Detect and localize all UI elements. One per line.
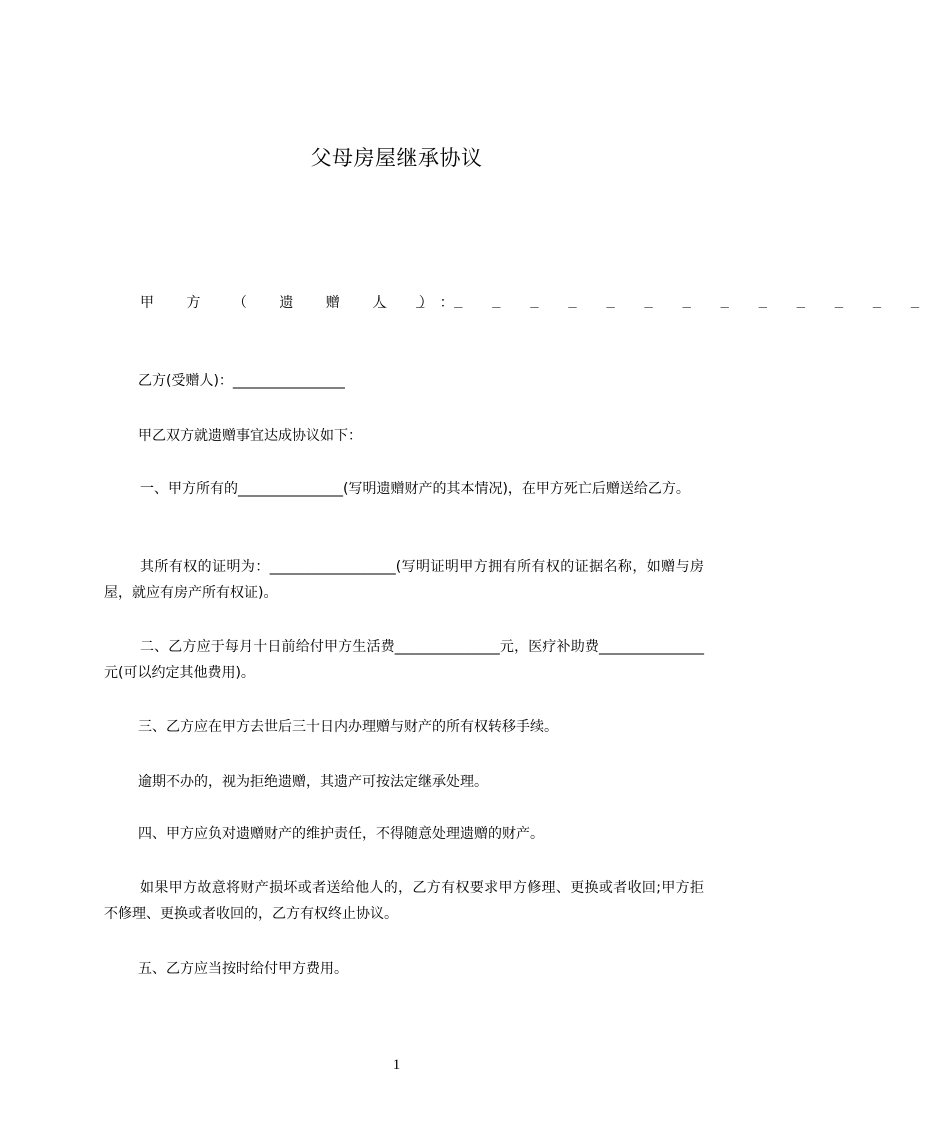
clause-2: 二、乙方应于每月十日前给付甲方生活费_______________元，医疗补助费_______________元(可以约定其他费用)。 [104,639,704,681]
party-a-blank: _ _ _ _ _ _ _ _ _ _ _ _ _ _ _ [378,292,930,308]
party-a-label: 甲 方 （ 遗 赠 人 ）： [140,295,468,311]
clause-1: 一、甲方所有的_______________(写明遗赠财产的其本情况)，在甲方死亡后赠送给乙方。 [140,481,690,497]
clause-3-note: 逾期不办的，视为拒绝遗赠，其遗产可按法定继承处理。 [138,774,488,790]
clause-5: 五、乙方应当按时给付甲方费用。 [138,961,348,977]
party-b-line: 乙方(受赠人)：________________ [138,373,345,389]
agreement-intro: 甲乙双方就遗赠事宜达成协议如下： [138,428,362,444]
clause-1-proof: 其所有权的证明为：__________________(写明证明甲方拥有所有权的证据名称，如赠与房屋，就应有房产所有权证)。 [104,559,704,601]
clause-4: 四、甲方应负对遗赠财产的维护责任，不得随意处理遗赠的财产。 [138,826,544,842]
party-a-line [140,292,930,312]
document-title: 父母房屋继承协议 [310,146,483,170]
page-number: 1 [392,1057,401,1073]
clause-4-note: 如果甲方故意将财产损坏或者送给他人的，乙方有权要求甲方修理、更换或者收回;甲方拒不修理、更换或者收回的，乙方有权终止协议。 [104,880,704,922]
clause-3: 三、乙方应在甲方去世后三十日内办理赠与财产的所有权转移手续。 [138,719,558,735]
